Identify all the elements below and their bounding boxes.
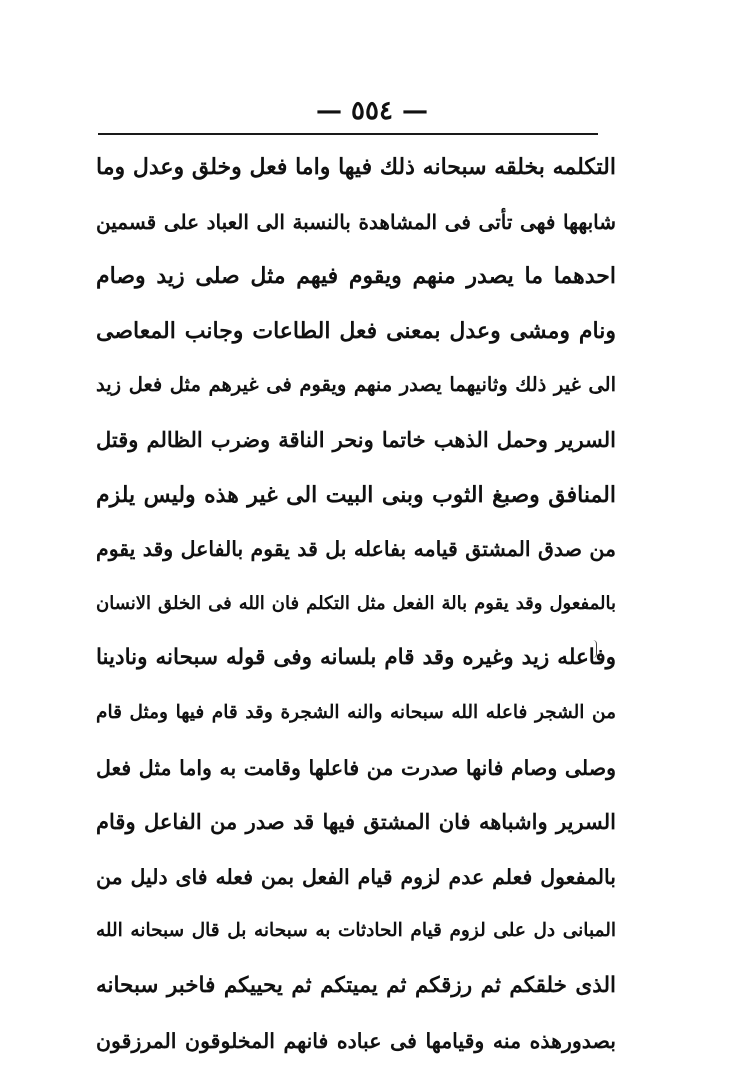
header-rule	[98, 133, 598, 135]
page-number: — ٥٥٤ —	[0, 96, 744, 126]
text-line: بالمفعول وقد يقوم بالة الفعل مثل التكلم فان الله فى الخلق الانسان	[96, 577, 616, 632]
text-line: شابهها فهى تأتى فى المشاهدة بالنسبة الى العباد على قسمين	[96, 195, 616, 250]
text-line: بصدورهذه منه وقيامها فى عباده فانهم المخلوقون المرزقون	[96, 1014, 616, 1068]
text-line: من صدق المشتق قيامه بفاعله بل قد يقوم بالفاعل وقد يقوم	[96, 522, 616, 577]
text-line: ونام ومشى وعدل بمعنى فعل الطاعات وجانب المعاصى	[96, 304, 616, 359]
text-line: الذى خلقكم ثم رزقكم ثم يميتكم ثم يحييكم فاخبر سبحانه	[96, 959, 616, 1014]
text-line: المبانى دل على لزوم قيام الحادثات به سبحانه بل قال سبحانه الله	[96, 904, 616, 959]
text-line: احدهما ما يصدر منهم ويقوم فيهم مثل صلى زيد وصام	[96, 249, 616, 304]
text-line: السرير واشباهه فان المشتق فيها قد صدر من الفاعل وقام	[96, 795, 616, 850]
text-line: الى غير ذلك وثانيهما يصدر منهم ويقوم فى غيرهم مثل فعل زيد	[96, 358, 616, 413]
text-line: السرير وحمل الذهب خاتما ونحر الناقة وضرب الظالم وقتل	[96, 413, 616, 468]
text-line: بالمفعول فعلم عدم لزوم قيام الفعل بمن فعله فاى دليل من	[96, 850, 616, 905]
text-line: وفاعله زيد وغيره وقد قام بلسانه وفى قوله سبحانه ونادينا	[96, 631, 616, 686]
text-line: من الشجر فاعله الله سبحانه والنه الشجرة وقد قام فيها ومثل قام	[96, 686, 616, 741]
text-line: المنافق وصبغ الثوب وبنى البيت الى غير هذه وليس يلزم	[96, 468, 616, 523]
body-text	[96, 140, 616, 1068]
scan-mark	[593, 640, 597, 658]
text-line: التكلمه بخلقه سبحانه ذلك فيها واما فعل وخلق وعدل وما	[96, 140, 616, 195]
text-line: وصلى وصام فانها صدرت من فاعلها وقامت به واما مثل فعل	[96, 741, 616, 796]
